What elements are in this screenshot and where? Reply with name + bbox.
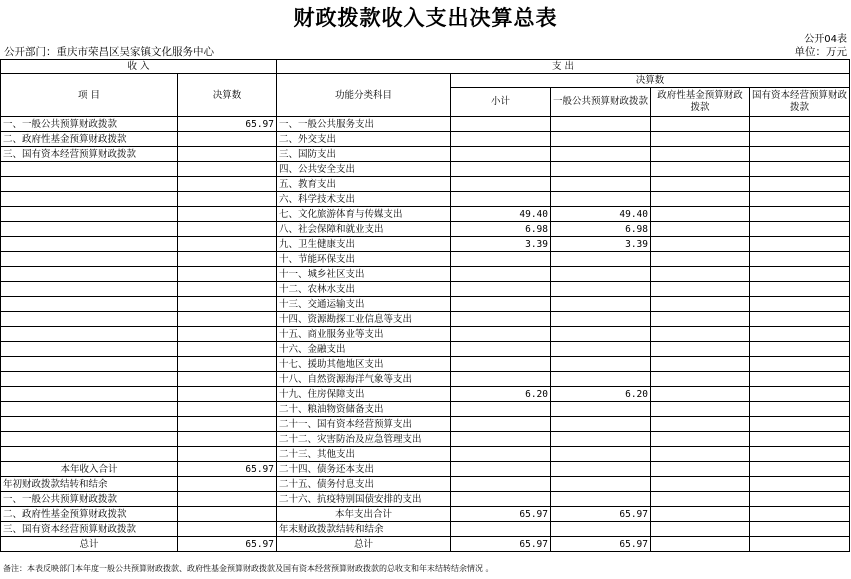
function-item-cell: 八、社会保障和就业支出 — [277, 222, 451, 237]
subtotal-cell — [451, 357, 551, 372]
subtotal-cell — [451, 417, 551, 432]
income-value-cell — [178, 357, 277, 372]
gov-fund-cell — [651, 147, 750, 162]
income-value-cell — [178, 342, 277, 357]
state-capital-cell — [750, 402, 850, 417]
table-row — [1, 462, 850, 477]
state-capital-cell — [750, 327, 850, 342]
gov-fund-cell — [651, 417, 750, 432]
gov-fund-cell — [651, 252, 750, 267]
gov-fund-header: 政府性基金预算财政拨款 — [651, 88, 750, 117]
footnote: 备注：本表反映部门本年度一般公共预算财政拨款、政府性基金预算财政拨款及国有资本经营预算财政拨款的总收支和年末结转结余情况 。 — [3, 564, 494, 573]
general-budget-cell — [551, 447, 651, 462]
income-item-cell — [1, 447, 178, 462]
department-label: 公开部门：重庆市荣昌区吴家镇文化服务中心 — [4, 46, 214, 58]
table-row — [1, 192, 850, 207]
state-capital-cell — [750, 387, 850, 402]
gov-fund-cell — [651, 327, 750, 342]
general-budget-cell — [551, 357, 651, 372]
gov-fund-cell — [651, 372, 750, 387]
income-item-cell — [1, 282, 178, 297]
general-budget-cell — [551, 177, 651, 192]
function-item-cell: 二十三、其他支出 — [277, 447, 451, 462]
gov-fund-cell — [651, 222, 750, 237]
function-item-cell: 十五、商业服务业等支出 — [277, 327, 451, 342]
table-row — [1, 327, 850, 342]
income-value-cell — [178, 447, 277, 462]
subtotal-cell: 3.39 — [451, 237, 551, 252]
function-item-cell: 二、外交支出 — [277, 132, 451, 147]
state-capital-cell — [750, 522, 850, 537]
subtotal-cell — [451, 477, 551, 492]
income-value-cell — [178, 132, 277, 147]
function-item-cell: 十四、资源勘探工业信息等支出 — [277, 312, 451, 327]
general-budget-cell: 3.39 — [551, 237, 651, 252]
state-capital-cell — [750, 477, 850, 492]
income-item-cell — [1, 252, 178, 267]
subtotal-cell — [451, 282, 551, 297]
gov-fund-cell — [651, 267, 750, 282]
state-capital-cell — [750, 132, 850, 147]
general-budget-cell — [551, 402, 651, 417]
state-capital-cell — [750, 117, 850, 132]
subtotal-cell — [451, 132, 551, 147]
state-capital-cell — [750, 177, 850, 192]
state-capital-cell — [750, 222, 850, 237]
general-budget-cell — [551, 147, 651, 162]
state-capital-cell — [750, 237, 850, 252]
income-value-cell — [178, 477, 277, 492]
subtotal-cell: 6.20 — [451, 387, 551, 402]
table-row — [1, 267, 850, 282]
state-capital-cell — [750, 462, 850, 477]
income-value-cell — [178, 252, 277, 267]
subtotal-cell — [451, 522, 551, 537]
subtotal-cell — [451, 117, 551, 132]
subtotal-cell — [451, 402, 551, 417]
function-item-cell: 十九、住房保障支出 — [277, 387, 451, 402]
general-budget-header: 一般公共预算财政拨款 — [551, 88, 651, 117]
subtotal-cell — [451, 312, 551, 327]
gov-fund-cell — [651, 402, 750, 417]
table-row — [1, 357, 850, 372]
income-item-cell — [1, 372, 178, 387]
gov-fund-cell — [651, 507, 750, 522]
income-item-cell — [1, 177, 178, 192]
income-item-cell — [1, 387, 178, 402]
general-budget-cell — [551, 282, 651, 297]
gov-fund-cell — [651, 207, 750, 222]
table-row — [1, 507, 850, 522]
gov-fund-cell — [651, 162, 750, 177]
income-item-cell — [1, 207, 178, 222]
table-row — [1, 432, 850, 447]
income-value-cell — [178, 207, 277, 222]
function-item-cell: 年末财政拨款结转和结余 — [277, 522, 451, 537]
function-item-cell: 二十二、灾害防治及应急管理支出 — [277, 432, 451, 447]
form-number: 公开04表 — [804, 34, 847, 45]
table-row — [1, 387, 850, 402]
function-item-cell: 一、一般公共服务支出 — [277, 117, 451, 132]
function-item-cell: 六、科学技术支出 — [277, 192, 451, 207]
gov-fund-cell — [651, 477, 750, 492]
state-capital-cell — [750, 267, 850, 282]
table-row — [1, 402, 850, 417]
gov-fund-cell — [651, 342, 750, 357]
subtotal-cell: 65.97 — [451, 507, 551, 522]
income-value-cell — [178, 237, 277, 252]
income-item-cell — [1, 192, 178, 207]
general-budget-cell — [551, 192, 651, 207]
general-budget-cell — [551, 117, 651, 132]
subtotal-cell — [451, 447, 551, 462]
gov-fund-cell — [651, 537, 750, 552]
state-capital-cell — [750, 357, 850, 372]
state-capital-cell — [750, 447, 850, 462]
gov-fund-cell — [651, 132, 750, 147]
income-item-cell — [1, 267, 178, 282]
income-item-cell — [1, 402, 178, 417]
general-budget-cell: 6.98 — [551, 222, 651, 237]
general-budget-cell — [551, 252, 651, 267]
general-budget-cell — [551, 477, 651, 492]
table-row — [1, 162, 850, 177]
gov-fund-cell — [651, 297, 750, 312]
function-item-cell: 二十五、债务付息支出 — [277, 477, 451, 492]
income-final-header: 决算数 — [178, 74, 277, 117]
gov-fund-cell — [651, 357, 750, 372]
income-item-cell: 二、政府性基金预算财政拨款 — [1, 132, 178, 147]
gov-fund-cell — [651, 192, 750, 207]
income-item-cell: 一、一般公共预算财政拨款 — [1, 492, 178, 507]
state-capital-cell — [750, 297, 850, 312]
function-item-cell: 十七、援助其他地区支出 — [277, 357, 451, 372]
function-item-cell: 二十六、抗疫特别国债安排的支出 — [277, 492, 451, 507]
general-budget-cell — [551, 312, 651, 327]
subtotal-cell — [451, 177, 551, 192]
table-row — [1, 252, 850, 267]
table-row — [1, 117, 850, 132]
table-row — [1, 147, 850, 162]
income-item-cell — [1, 237, 178, 252]
state-capital-cell — [750, 342, 850, 357]
income-value-cell — [178, 492, 277, 507]
income-value-cell — [178, 507, 277, 522]
general-budget-cell — [551, 522, 651, 537]
table-row — [1, 222, 850, 237]
table-row — [1, 297, 850, 312]
income-value-cell — [178, 432, 277, 447]
subtotal-cell — [451, 342, 551, 357]
table-row — [1, 447, 850, 462]
income-item-cell — [1, 357, 178, 372]
general-budget-cell: 49.40 — [551, 207, 651, 222]
budget-table — [0, 59, 850, 552]
table-row — [1, 177, 850, 192]
expense-header: 支 出 — [277, 60, 850, 74]
subtotal-cell — [451, 147, 551, 162]
function-item-cell: 五、教育支出 — [277, 177, 451, 192]
income-item-cell: 三、国有资本经营预算财政拨款 — [1, 522, 178, 537]
general-budget-cell — [551, 462, 651, 477]
state-capital-cell — [750, 162, 850, 177]
table-row — [1, 477, 850, 492]
state-capital-cell — [750, 372, 850, 387]
income-item-cell: 本年收入合计 — [1, 462, 178, 477]
income-item-cell — [1, 312, 178, 327]
gov-fund-cell — [651, 177, 750, 192]
income-value-cell — [178, 177, 277, 192]
state-capital-cell — [750, 312, 850, 327]
income-item-cell: 年初财政拨款结转和结余 — [1, 477, 178, 492]
table-row — [1, 342, 850, 357]
state-capital-cell — [750, 537, 850, 552]
income-value-cell — [178, 192, 277, 207]
income-value-cell — [178, 162, 277, 177]
income-item-cell: 三、国有资本经营预算财政拨款 — [1, 147, 178, 162]
income-value-cell — [178, 372, 277, 387]
function-item-cell: 三、国防支出 — [277, 147, 451, 162]
subtotal-cell: 6.98 — [451, 222, 551, 237]
gov-fund-cell — [651, 312, 750, 327]
income-value-cell — [178, 147, 277, 162]
final-amount-header: 决算数 — [451, 74, 850, 88]
function-item-cell: 十三、交通运输支出 — [277, 297, 451, 312]
income-value-cell — [178, 312, 277, 327]
income-item-cell — [1, 327, 178, 342]
table-row — [1, 492, 850, 507]
function-item-cell: 十八、自然资源海洋气象等支出 — [277, 372, 451, 387]
gov-fund-cell — [651, 462, 750, 477]
income-value-cell — [178, 282, 277, 297]
income-value-cell — [178, 297, 277, 312]
general-budget-cell — [551, 432, 651, 447]
gov-fund-cell — [651, 282, 750, 297]
general-budget-cell — [551, 162, 651, 177]
general-budget-cell: 65.97 — [551, 537, 651, 552]
income-item-cell — [1, 342, 178, 357]
unit-label: 单位：万元 — [794, 46, 847, 58]
gov-fund-cell — [651, 237, 750, 252]
income-value-cell: 65.97 — [178, 462, 277, 477]
subtotal-cell — [451, 267, 551, 282]
subtotal-cell: 49.40 — [451, 207, 551, 222]
subtotal-cell — [451, 327, 551, 342]
table-row — [1, 522, 850, 537]
state-capital-cell — [750, 252, 850, 267]
item-header: 项 目 — [1, 74, 178, 117]
table-row — [1, 132, 850, 147]
subtotal-cell — [451, 432, 551, 447]
subtotal-cell — [451, 372, 551, 387]
function-item-cell: 十、节能环保支出 — [277, 252, 451, 267]
income-value-cell — [178, 402, 277, 417]
income-item-cell — [1, 297, 178, 312]
gov-fund-cell — [651, 432, 750, 447]
page-title: 财政拨款收入支出决算总表 — [293, 6, 558, 30]
state-capital-cell — [750, 417, 850, 432]
state-capital-cell — [750, 432, 850, 447]
gov-fund-cell — [651, 492, 750, 507]
general-budget-cell — [551, 417, 651, 432]
function-item-cell: 七、文化旅游体育与传媒支出 — [277, 207, 451, 222]
state-capital-cell — [750, 507, 850, 522]
table-row — [1, 372, 850, 387]
general-budget-cell: 6.20 — [551, 387, 651, 402]
gov-fund-cell — [651, 447, 750, 462]
income-item-cell: 总计 — [1, 537, 178, 552]
subtotal-cell — [451, 252, 551, 267]
gov-fund-cell — [651, 522, 750, 537]
function-item-cell: 九、卫生健康支出 — [277, 237, 451, 252]
income-item-cell — [1, 222, 178, 237]
general-budget-cell — [551, 267, 651, 282]
income-value-cell — [178, 387, 277, 402]
state-capital-cell — [750, 147, 850, 162]
state-capital-cell — [750, 207, 850, 222]
income-value-cell — [178, 327, 277, 342]
general-budget-cell — [551, 372, 651, 387]
subtotal-cell — [451, 492, 551, 507]
function-category-header: 功能分类科目 — [277, 74, 451, 117]
subtotal-cell — [451, 462, 551, 477]
function-item-cell: 十二、农林水支出 — [277, 282, 451, 297]
gov-fund-cell — [651, 117, 750, 132]
table-row — [1, 417, 850, 432]
income-header: 收 入 — [1, 60, 277, 74]
income-value-cell: 65.97 — [178, 537, 277, 552]
table-row — [1, 282, 850, 297]
function-item-cell: 二十一、国有资本经营预算支出 — [277, 417, 451, 432]
income-value-cell: 65.97 — [178, 117, 277, 132]
table-row — [1, 237, 850, 252]
table-row — [1, 537, 850, 552]
table-row — [1, 312, 850, 327]
income-item-cell — [1, 432, 178, 447]
gov-fund-cell — [651, 387, 750, 402]
general-budget-cell — [551, 492, 651, 507]
income-item-cell — [1, 417, 178, 432]
income-value-cell — [178, 267, 277, 282]
income-value-cell — [178, 522, 277, 537]
function-item-cell: 二十四、债务还本支出 — [277, 462, 451, 477]
income-value-cell — [178, 417, 277, 432]
state-capital-cell — [750, 192, 850, 207]
general-budget-cell — [551, 342, 651, 357]
general-budget-cell: 65.97 — [551, 507, 651, 522]
state-capital-header: 国有资本经营预算财政拨款 — [750, 88, 850, 117]
function-item-cell: 本年支出合计 — [277, 507, 451, 522]
general-budget-cell — [551, 327, 651, 342]
subtotal-header: 小计 — [451, 88, 551, 117]
general-budget-cell — [551, 132, 651, 147]
state-capital-cell — [750, 282, 850, 297]
income-value-cell — [178, 222, 277, 237]
subtotal-cell — [451, 297, 551, 312]
income-item-cell — [1, 162, 178, 177]
subtotal-cell — [451, 192, 551, 207]
function-item-cell: 四、公共安全支出 — [277, 162, 451, 177]
function-item-cell: 十六、金融支出 — [277, 342, 451, 357]
general-budget-cell — [551, 297, 651, 312]
subtotal-cell — [451, 162, 551, 177]
function-item-cell: 总计 — [277, 537, 451, 552]
state-capital-cell — [750, 492, 850, 507]
income-item-cell: 二、政府性基金预算财政拨款 — [1, 507, 178, 522]
subtotal-cell: 65.97 — [451, 537, 551, 552]
income-item-cell: 一、一般公共预算财政拨款 — [1, 117, 178, 132]
function-item-cell: 十一、城乡社区支出 — [277, 267, 451, 282]
function-item-cell: 二十、粮油物资储备支出 — [277, 402, 451, 417]
table-row — [1, 207, 850, 222]
